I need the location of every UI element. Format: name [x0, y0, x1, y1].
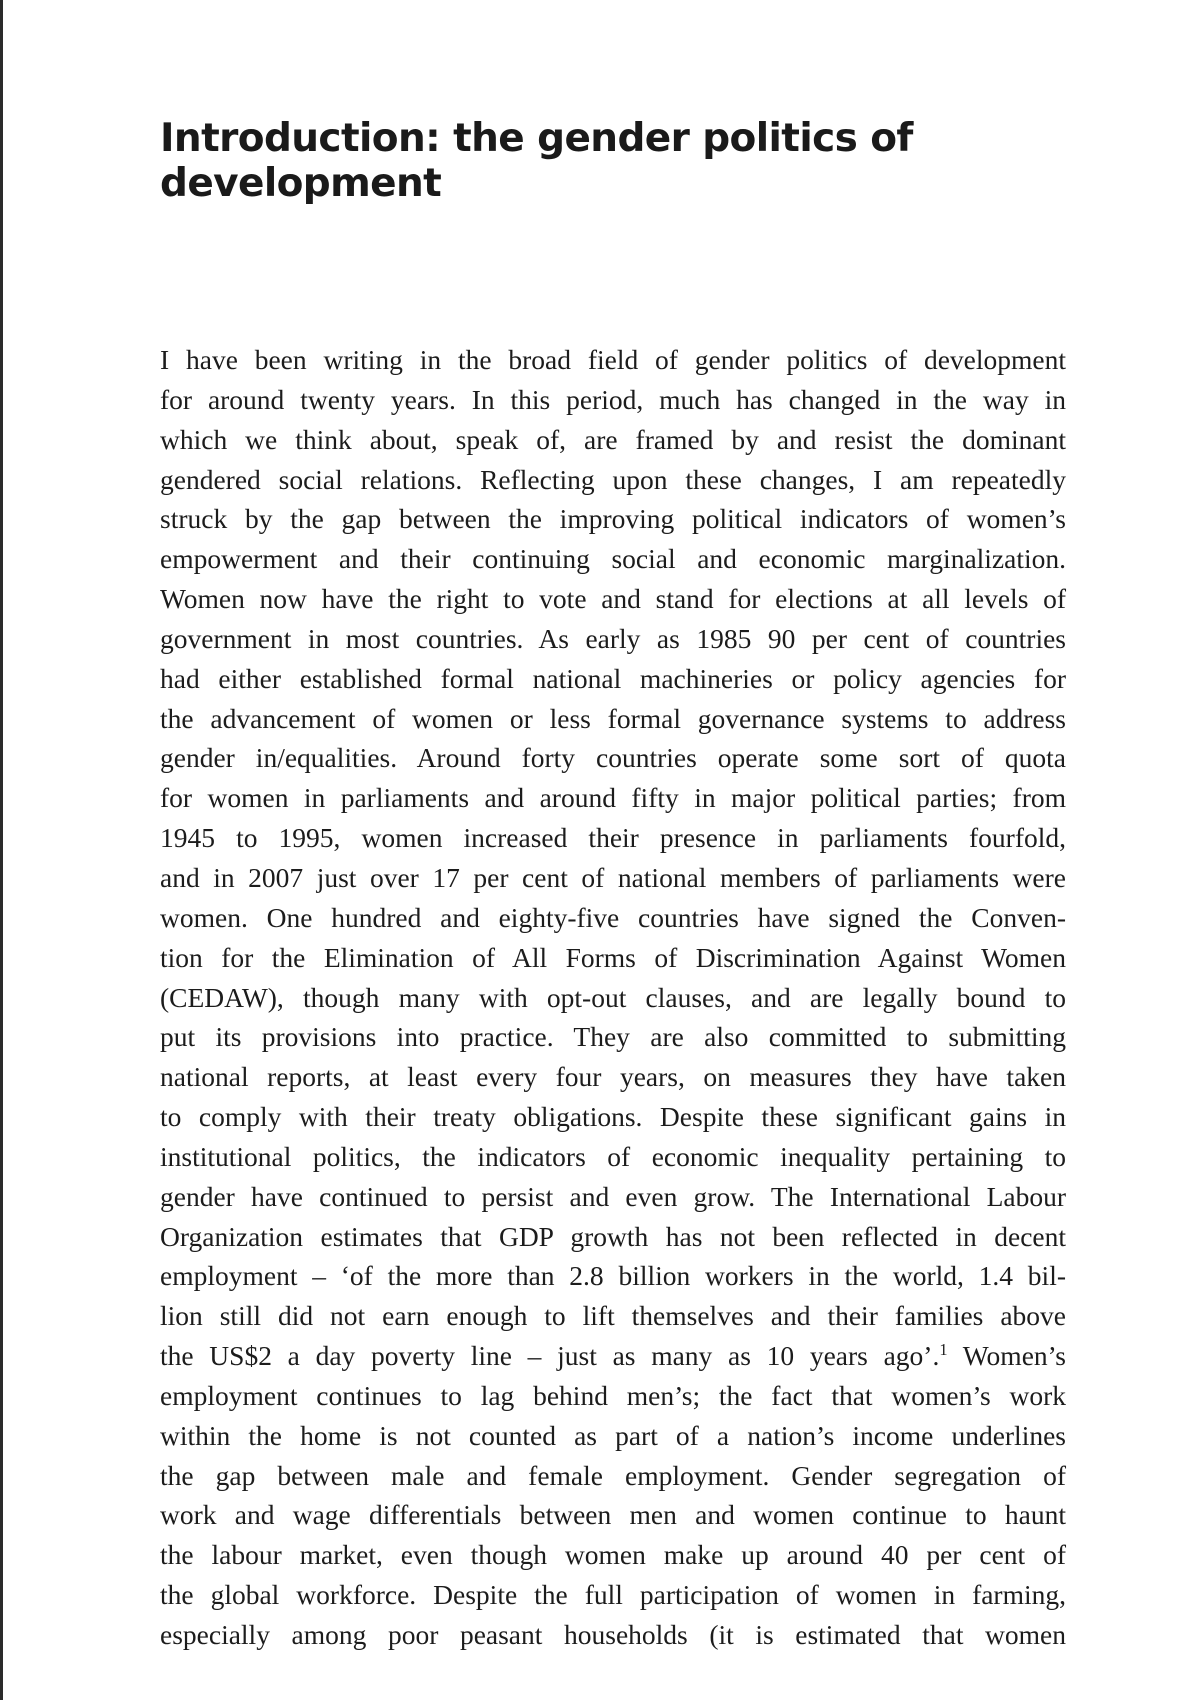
body-line: struck by the gap between the improving political indicators of women’s — [160, 503, 1066, 535]
body-line: women. One hundred and eighty-five countries have signed the Conven- — [160, 901, 1066, 933]
body-line: to comply with their treaty obligations. Despite these significant gains in — [160, 1101, 1066, 1133]
body-line: the gap between male and female employment. Gender segregation of — [160, 1459, 1066, 1491]
body-line-with-footnote — [160, 1336, 1066, 1376]
body-paragraph — [160, 340, 1066, 1655]
body-line: gendered social relations. Reflecting upon these changes, I am repeatedly — [160, 463, 1066, 495]
body-line: 1945 to 1995, women increased their presence in parliaments fourfold, — [160, 822, 1066, 854]
body-line-tail: Women’s — [947, 1340, 1066, 1372]
chapter-title-line-1: Introduction: the gender politics of — [160, 116, 913, 161]
body-line: had either established formal national machineries or policy agencies for — [160, 662, 1066, 694]
body-line: Organization estimates that GDP growth has not been reflected in decent — [160, 1220, 1066, 1252]
body-line: and in 2007 just over 17 per cent of national members of parliaments were — [160, 861, 1066, 893]
body-line: the global workforce. Despite the full participation of women in farming, — [160, 1579, 1066, 1611]
page-left-edge-rule — [0, 0, 3, 1700]
body-line: gender in/equalities. Around forty countries operate some sort of quota — [160, 742, 1066, 774]
body-line: put its provisions into practice. They are also committed to submitting — [160, 1021, 1066, 1053]
body-line: for around twenty years. In this period, much has changed in the way in — [160, 383, 1066, 415]
body-line: work and wage differentials between men and women continue to haunt — [160, 1499, 1066, 1531]
body-line: the labour market, even though women make up around 40 per cent of — [160, 1539, 1066, 1571]
body-line: especially among poor peasant households (it is estimated that women — [160, 1619, 1066, 1650]
body-line: for women in parliaments and around fifty in major political parties; from — [160, 782, 1066, 814]
body-line: the advancement of women or less formal governance systems to address — [160, 702, 1066, 734]
body-line: employment continues to lag behind men’s; the fact that women’s work — [160, 1379, 1066, 1411]
body-line: (CEDAW), though many with opt-out clauses, and are legally bound to — [160, 981, 1066, 1013]
body-line: I have been writing in the broad field of gender politics of development — [160, 344, 1066, 375]
body-line: tion for the Elimination of All Forms of Discrimination Against Women — [160, 941, 1066, 973]
footnote-marker[interactable]: 1 — [939, 1340, 948, 1360]
body-line: empowerment and their continuing social and economic marginalization. — [160, 543, 1066, 575]
body-line: lion still did not earn enough to lift themselves and their families above — [160, 1300, 1066, 1332]
body-line: which we think about, speak of, are framed by and resist the dominant — [160, 423, 1066, 455]
chapter-title-line-2: development — [160, 161, 442, 206]
body-line: employment – ‘of the more than 2.8 billion workers in the world, 1.4 bil- — [160, 1260, 1066, 1292]
body-line: government in most countries. As early as 1985 90 per cent of countries — [160, 622, 1066, 654]
body-line-text: the US$2 a day poverty line – just as many as 10 years ago’. — [160, 1340, 940, 1372]
body-line: Women now have the right to vote and stand for elections at all levels of — [160, 583, 1066, 615]
body-line: national reports, at least every four years, on measures they have taken — [160, 1061, 1066, 1093]
body-line: within the home is not counted as part of a nation’s income underlines — [160, 1419, 1066, 1451]
chapter-title — [160, 116, 1060, 206]
body-line: gender have continued to persist and even grow. The International Labour — [160, 1180, 1066, 1212]
body-line: institutional politics, the indicators of economic inequality pertaining to — [160, 1140, 1066, 1172]
